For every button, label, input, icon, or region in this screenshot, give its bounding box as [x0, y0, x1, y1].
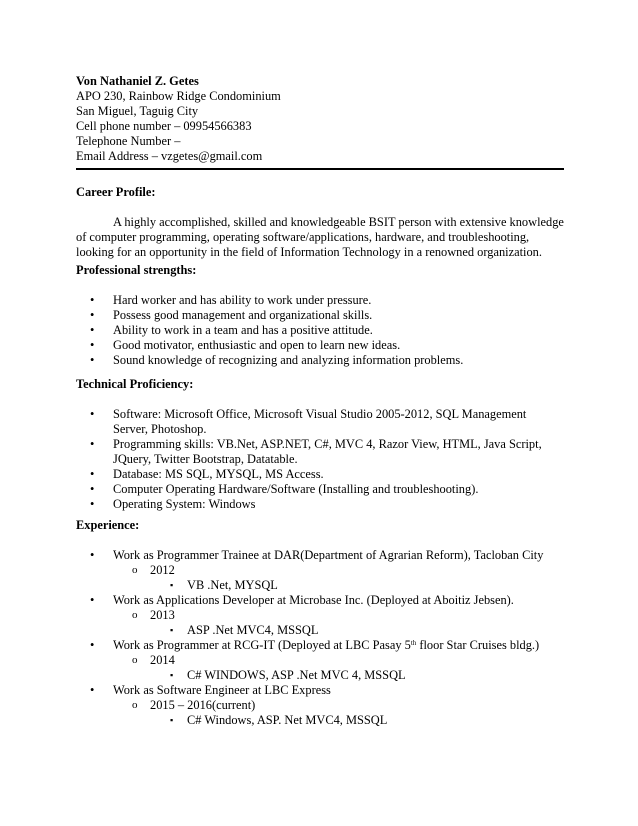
technical-list	[76, 407, 564, 512]
telephone: Telephone Number –	[76, 134, 181, 148]
career-heading: Career Profile:	[76, 185, 156, 199]
list-item: • Sound knowledge of recognizing and analyzing information problems.	[90, 353, 464, 367]
list-item: • Possess good management and organizational skills.	[90, 308, 373, 322]
square-bullet-icon: ▪	[170, 580, 174, 590]
bullet-icon: •	[90, 467, 95, 481]
experience-section	[76, 518, 564, 728]
job-title: • Work as Programmer Trainee at DAR(Department of Agrarian Reform), Tacloban City	[90, 548, 544, 562]
list-item: • Hard worker and has ability to work under pressure.	[90, 293, 372, 307]
strengths-list	[76, 293, 564, 368]
circle-bullet-icon: o	[132, 564, 138, 576]
technical-section	[76, 377, 564, 512]
email: Email Address – vzgetes@gmail.com	[76, 149, 263, 163]
circle-bullet-icon: o	[132, 699, 138, 711]
bullet-icon: •	[90, 497, 95, 511]
job-year: o 2014	[132, 653, 175, 667]
experience-heading: Experience:	[76, 518, 140, 532]
technical-heading: Technical Proficiency:	[76, 377, 194, 391]
square-bullet-icon: ▪	[170, 715, 174, 725]
square-bullet-icon: ▪	[170, 625, 174, 635]
bullet-icon: •	[90, 437, 95, 451]
bullet-icon: •	[90, 353, 95, 367]
list-item: • Programming skills: VB.Net, ASP.NET, C#, MVC 4, Razor View, HTML, Java Script, JQuery, Twitter Bootstrap, Datatable.	[90, 437, 542, 466]
list-item: • Operating System: Windows	[90, 497, 256, 511]
bullet-icon: •	[90, 323, 95, 337]
list-item: • Database: MS SQL, MYSQL, MS Access.	[90, 467, 324, 481]
experience-list	[76, 548, 564, 728]
strengths-section	[76, 263, 564, 368]
job-title: • Work as Applications Developer at Microbase Inc. (Deployed at Aboitiz Jebsen).	[90, 593, 514, 607]
cell-phone: Cell phone number – 09954566383	[76, 119, 252, 133]
job-tech: ▪ VB .Net, MYSQL	[170, 578, 278, 592]
career-text: A highly accomplished, skilled and knowledgeable BSIT person with extensive knowledge of computer programming, operating software/applications, hardware, and troubleshooting, looking for an opportunity in the field of Information Technology in a renowned organization.	[76, 215, 564, 259]
bullet-icon: •	[90, 482, 95, 496]
job-year: o 2013	[132, 608, 175, 622]
job-tech: ▪ C# Windows, ASP. Net MVC4, MSSQL	[170, 713, 388, 727]
bullet-icon: •	[90, 308, 95, 322]
bullet-icon: •	[90, 338, 95, 352]
list-item: • Software: Microsoft Office, Microsoft Visual Studio 2005-2012, SQL Management Server, Photoshop.	[90, 407, 527, 436]
list-item: • Computer Operating Hardware/Software (Installing and troubleshooting).	[90, 482, 479, 496]
bullet-icon: •	[90, 593, 95, 607]
strengths-heading: Professional strengths:	[76, 263, 197, 277]
bullet-icon: •	[90, 293, 95, 307]
career-profile-section	[76, 185, 564, 260]
square-bullet-icon: ▪	[170, 670, 174, 680]
address-line-1: APO 230, Rainbow Ridge Condominium	[76, 89, 281, 103]
job-tech: ▪ C# WINDOWS, ASP .Net MVC 4, MSSQL	[170, 668, 406, 682]
header-divider	[76, 168, 564, 170]
bullet-icon: •	[90, 548, 95, 562]
list-item: • Good motivator, enthusiastic and open to learn new ideas.	[90, 338, 401, 352]
job-tech: ▪ ASP .Net MVC4, MSSQL	[170, 623, 319, 637]
bullet-icon: •	[90, 683, 95, 697]
applicant-name: Von Nathaniel Z. Getes	[76, 74, 199, 88]
address-line-2: San Miguel, Taguig City	[76, 104, 199, 118]
job-title: • Work as Software Engineer at LBC Express	[90, 683, 331, 697]
list-item: • Ability to work in a team and has a positive attitude.	[90, 323, 373, 337]
bullet-icon: •	[90, 407, 95, 421]
job-year: o 2012	[132, 563, 175, 577]
job-year: o 2015 – 2016(current)	[132, 698, 256, 712]
circle-bullet-icon: o	[132, 609, 138, 621]
contact-block	[76, 74, 564, 164]
circle-bullet-icon: o	[132, 654, 138, 666]
job-title: • Work as Programmer at RCG-IT (Deployed at LBC Pasay 5th floor Star Cruises bldg.)	[90, 638, 540, 652]
bullet-icon: •	[90, 638, 95, 652]
